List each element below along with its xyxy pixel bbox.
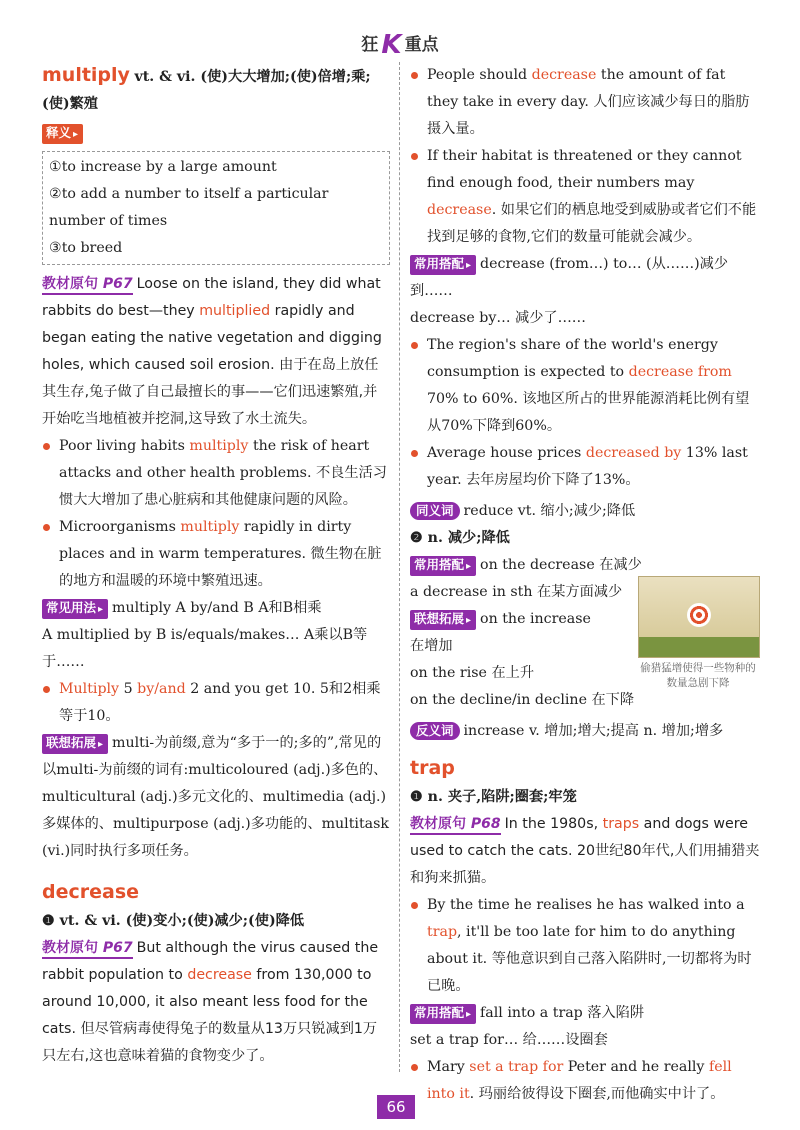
example bbox=[410, 1054, 760, 1108]
collocation-text-2: decrease by… 减少了…… bbox=[410, 310, 586, 326]
highlight: set a trap for bbox=[469, 1059, 564, 1075]
example bbox=[410, 440, 760, 494]
source-page: P67 bbox=[102, 276, 133, 292]
synonym-text: reduce vt. 缩小;减少;降低 bbox=[463, 503, 636, 519]
example bbox=[42, 433, 390, 514]
source-tag bbox=[410, 815, 501, 835]
usage-text: multiply A by/and B A和B相乘 bbox=[112, 600, 322, 616]
collocation-row bbox=[410, 552, 760, 579]
source-sentence bbox=[410, 811, 760, 892]
decrease-sense-2: ❷ n. 减少;降低 bbox=[410, 530, 510, 546]
example-text-2: 2 and you get 10. 5和2相乘等于10。 bbox=[59, 681, 381, 724]
example-text: By the time he realises he has walked into a bbox=[427, 897, 745, 913]
trap-sense-1: ❶ n. 夹子,陷阱;圈套;牢笼 bbox=[410, 789, 577, 805]
extension-tag: 联想拓展 ▸ bbox=[42, 734, 108, 754]
decrease-entry-head bbox=[42, 879, 390, 908]
target-icon bbox=[687, 603, 711, 627]
source-sentence bbox=[42, 271, 390, 433]
extension-text-4: on the decline/in decline 在下降 bbox=[410, 692, 635, 708]
source-tag-label: 教材原句 bbox=[42, 276, 98, 292]
example-text: Average house prices bbox=[427, 445, 586, 461]
collocation-tag: 常用搭配 ▸ bbox=[410, 1004, 476, 1024]
extension-text: multi-为前缀,意为“多于一的;多的”,常见的以multi-为前缀的词有:multicoloured (adj.)多色的、multicultural (adj.)多元文化的、multimedia (adj.)多媒体的、multipurpose (adj.)多功能的、multitask (vi.)同时执行多项任务。 bbox=[42, 735, 389, 859]
example-text-2: 70% to 60%. 该地区所占的世界能源消耗比例有望从70%下降到60%。 bbox=[427, 391, 750, 434]
source-sentence bbox=[42, 935, 390, 1070]
example-text-2: the amount of fat they take in every day. 人们应该减少每日的脂肪摄入量。 bbox=[427, 67, 750, 137]
decrease-n-block bbox=[410, 552, 760, 714]
headword-decrease: decrease bbox=[42, 881, 140, 903]
example bbox=[410, 892, 760, 1000]
source-tag bbox=[42, 275, 133, 295]
highlight: multiply bbox=[180, 519, 240, 535]
source-text: But although the virus caused the rabbit population to bbox=[42, 940, 379, 983]
example bbox=[410, 143, 760, 251]
collocation-tag: 常用搭配 ▸ bbox=[410, 556, 476, 576]
highlight: trap bbox=[427, 924, 458, 940]
definition-item: ③to breed bbox=[49, 240, 123, 256]
source-page: P67 bbox=[102, 940, 133, 956]
source-text: Loose on the island, they did what rabbits do best—they bbox=[42, 276, 381, 319]
antonym-tag: 反义词 bbox=[410, 722, 460, 740]
illustration bbox=[638, 576, 758, 691]
source-text-2: from 130,000 to around 10,000, it also meant less food for the cats. 但尽管病毒使得兔子的数量从13万只锐减到1万只左右,这也意味着猫的食物变少了。 bbox=[42, 967, 378, 1064]
example-text-2: the risk of heart attacks and other health problems. 不良生活习惯大大增加了患心脏病和其他健康问题的风险。 bbox=[59, 438, 387, 508]
collocation-text: fall into a trap 落入陷阱 bbox=[480, 1005, 645, 1021]
shiyi-row bbox=[42, 120, 390, 147]
extension-text-3: on the rise 在上升 bbox=[410, 665, 535, 681]
poaching-illustration bbox=[638, 576, 760, 658]
example-text: People should bbox=[427, 67, 532, 83]
example-text-2: 13% last year. 去年房屋均价下降了13%。 bbox=[427, 445, 748, 488]
definition-item: ①to increase by a large amount bbox=[49, 159, 277, 175]
headword-multiply: multiply bbox=[42, 64, 130, 86]
highlight: traps bbox=[602, 816, 640, 832]
collocation-text: on the decrease 在减少 bbox=[480, 557, 642, 573]
shiyi-tag: 释义 ▸ bbox=[42, 124, 83, 144]
example-text: Microorganisms bbox=[59, 519, 181, 535]
multiply-entry-head bbox=[42, 62, 390, 118]
header-text-2: 重点 bbox=[404, 35, 439, 55]
synonym-row bbox=[410, 498, 760, 525]
page-header bbox=[0, 30, 800, 60]
k-logo: K bbox=[381, 30, 402, 60]
left-column bbox=[42, 62, 390, 1070]
definition-box bbox=[42, 151, 390, 265]
collocation-row bbox=[410, 251, 760, 305]
definition-item: ②to add a number to itself a particular number of times bbox=[49, 186, 329, 229]
highlight: decrease bbox=[187, 967, 252, 983]
highlight: multiplied bbox=[199, 303, 271, 319]
highlight-2: fell into it bbox=[427, 1059, 732, 1102]
example-text: 5 bbox=[119, 681, 138, 697]
collocation-text-2: set a trap for… 给……设圈套 bbox=[410, 1032, 608, 1048]
example-text: If their habitat is threatened or they cannot find enough food, their numbers may bbox=[427, 148, 742, 191]
multiply-pos-def: vt. & vi. (使)大大增加;(使)倍增;乘;(使)繁殖 bbox=[42, 69, 371, 112]
example-text-2: , it'll be too late for him to do anything about it. 等他意识到自己落入陷阱时,一切都将为时已晚。 bbox=[427, 924, 752, 994]
illustration-caption: 偷猎猛增使得一些物种的数量急剧下降 bbox=[640, 662, 756, 689]
usage-tag: 常见用法 ▸ bbox=[42, 599, 108, 619]
extension-text-2: 在增加 bbox=[410, 638, 453, 654]
example-text: Mary bbox=[427, 1059, 470, 1075]
page-number: 66 bbox=[377, 1095, 415, 1119]
synonym-tag: 同义词 bbox=[410, 502, 460, 520]
collocation-text-2: a decrease in sth 在某方面减少 bbox=[410, 584, 623, 600]
example-text-2: Peter and he really bbox=[563, 1059, 709, 1075]
decrease-sense-1: ❶ vt. & vi. (使)变小;(使)减少;(使)降低 bbox=[42, 913, 305, 929]
highlight: by/and bbox=[137, 681, 186, 697]
collocation-text: decrease (from…) to… (从……)减少到…… bbox=[410, 256, 729, 299]
source-tag-label: 教材原句 bbox=[42, 940, 98, 956]
trap-entry-head bbox=[410, 755, 760, 784]
header-text: 狂 bbox=[361, 35, 379, 55]
example-text: Poor living habits bbox=[59, 438, 190, 454]
example bbox=[42, 514, 390, 595]
example bbox=[410, 62, 760, 143]
source-text-2: rapidly and began eating the native vegetation and digging holes, which caused soil erosion. 由于在岛上放任其生存,兔子做了自己最擅长的事——它们迅速繁殖,并开始吃当地植被并挖洞,这导致了水土流失。 bbox=[42, 303, 382, 427]
collocation-tag: 常用搭配 ▸ bbox=[410, 255, 476, 275]
source-page: P68 bbox=[470, 816, 501, 832]
highlight: Multiply bbox=[59, 681, 120, 697]
highlight: decrease from bbox=[628, 364, 732, 380]
antonym-row bbox=[410, 718, 760, 745]
source-tag bbox=[42, 939, 133, 959]
usage-text-2: A multiplied by B is/equals/makes… A乘以B等于…… bbox=[42, 627, 368, 670]
antonym-text: increase v. 增加;增大;提高 n. 增加;增多 bbox=[463, 723, 724, 739]
example-text-2: . 如果它们的栖息地受到威胁或者它们不能找到足够的食物,它们的数量可能就会减少。 bbox=[427, 202, 757, 245]
extension bbox=[42, 730, 390, 865]
highlight: decreased by bbox=[585, 445, 682, 461]
example-text: The region's share of the world's energy consumption is expected to bbox=[427, 337, 718, 380]
highlight: multiply bbox=[189, 438, 249, 454]
highlight: decrease bbox=[427, 202, 492, 218]
right-column bbox=[410, 62, 760, 1108]
column-divider bbox=[399, 62, 400, 1072]
source-tag-label: 教材原句 bbox=[410, 816, 466, 832]
usage-row bbox=[42, 595, 390, 622]
collocation-row bbox=[410, 1000, 760, 1027]
example bbox=[42, 676, 390, 730]
example-text-3: . 玛丽给彼得设下圈套,而他确实中计了。 bbox=[469, 1086, 725, 1102]
example bbox=[410, 332, 760, 440]
headword-trap: trap bbox=[410, 757, 455, 779]
extension-tag: 联想拓展 ▸ bbox=[410, 610, 476, 630]
example-text-2: rapidly in dirty places and in warm temperatures. 微生物在脏的地方和温暖的环境中繁殖迅速。 bbox=[59, 519, 382, 589]
source-text-2: and dogs were used to catch the cats. 20世纪80年代,人们用捕猎夹和狗来抓猫。 bbox=[410, 816, 760, 886]
source-text: In the 1980s, bbox=[504, 816, 603, 832]
extension-text: on the increase bbox=[480, 611, 591, 627]
highlight: decrease bbox=[531, 67, 597, 83]
